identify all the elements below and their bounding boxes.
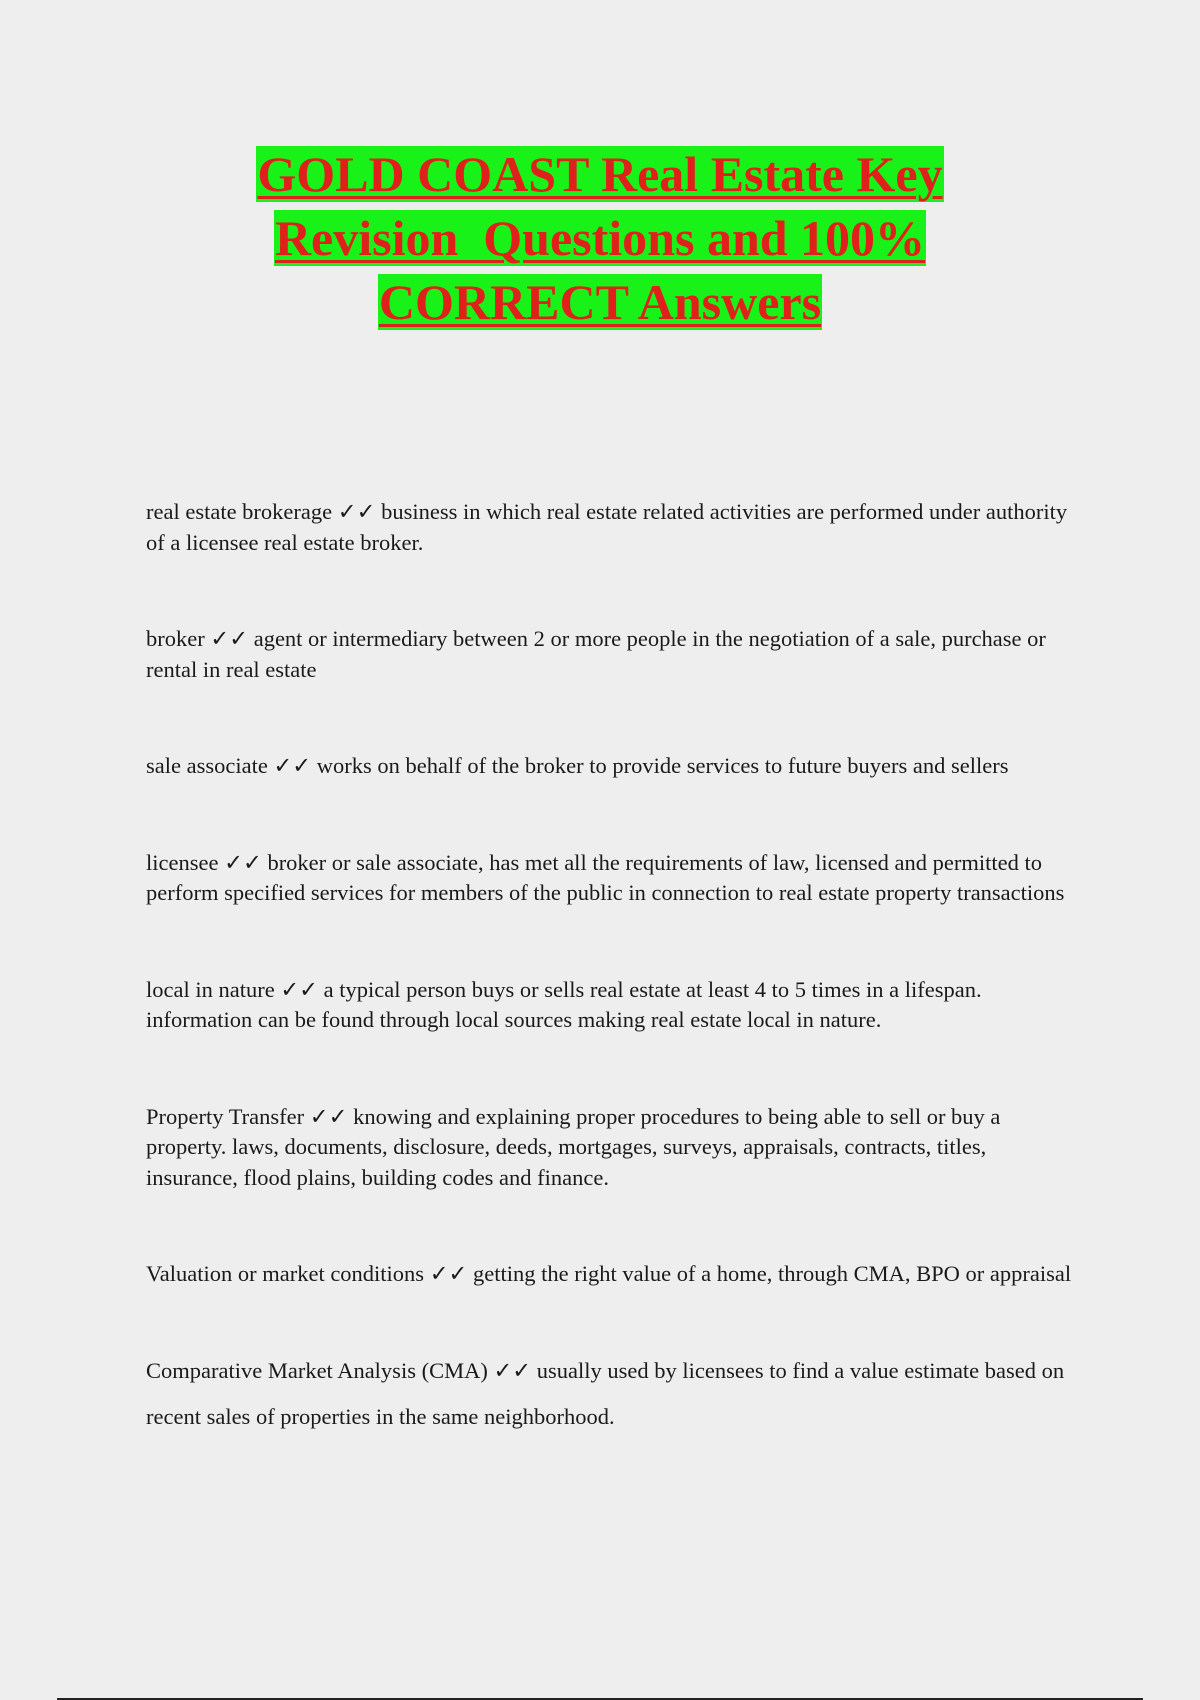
flashcard-list xyxy=(146,497,1076,1506)
check-icon: ✓✓ xyxy=(210,626,249,651)
title-line-text: CORRECT Answers xyxy=(378,274,822,330)
entry-term: Property Transfer xyxy=(146,1103,305,1129)
flashcard-entry xyxy=(146,1348,1076,1440)
entry-definition: getting the right value of a home, through CMA, BPO or appraisal xyxy=(473,1261,1072,1286)
entry-definition: usually used by licensees to find a value estimate based on recent sales of properties in the same neighborhood. xyxy=(146,1357,1065,1429)
flashcard-entry xyxy=(146,1102,1076,1194)
entry-term: sale associate xyxy=(146,753,268,778)
check-icon: ✓✓ xyxy=(224,849,262,875)
flashcard-entry xyxy=(146,751,1076,782)
flashcard-entry xyxy=(146,848,1076,909)
entry-definition: broker or sale associate, has met all the requirements of law, licensed and permitted to perform specified services for members of the public in connection to real estate property transactions xyxy=(146,849,1065,905)
check-icon: ✓✓ xyxy=(493,1357,532,1383)
check-icon: ✓✓ xyxy=(273,753,312,778)
title-line xyxy=(0,142,1200,206)
entry-definition: works on behalf of the broker to provide services to future buyers and sellers xyxy=(316,753,1009,778)
entry-definition: business in which real estate related activities are performed under authority of a licensee real estate broker. xyxy=(146,499,1068,555)
document-title xyxy=(0,142,1200,334)
check-icon: ✓✓ xyxy=(309,1103,348,1129)
check-icon: ✓✓ xyxy=(280,976,319,1002)
title-line-text: Revision Questions and 100% xyxy=(274,210,926,266)
entry-definition: a typical person buys or sells real estate at least 4 to 5 times in a lifespan. information can be found through local sources making real estate local in nature. xyxy=(146,976,982,1032)
entry-definition: knowing and explaining proper procedures to being able to sell or buy a property. laws, documents, disclosure, deeds, mortgages, surveys, appraisals, contracts, titles, insurance, flood plains, building codes and finance. xyxy=(146,1103,1001,1190)
flashcard-entry xyxy=(146,624,1076,685)
flashcard-entry xyxy=(146,1259,1076,1290)
title-line xyxy=(0,206,1200,270)
title-line-text: GOLD COAST Real Estate Key xyxy=(257,146,943,202)
title-line xyxy=(0,270,1200,334)
check-icon: ✓✓ xyxy=(429,1261,468,1286)
entry-term: Comparative Market Analysis (CMA) xyxy=(146,1357,488,1383)
entry-term: licensee xyxy=(146,849,219,875)
flashcard-entry xyxy=(146,975,1076,1036)
entry-term: local in nature xyxy=(146,976,275,1002)
entry-term: broker xyxy=(146,626,205,651)
entry-definition: agent or intermediary between 2 or more people in the negotiation of a sale, purchase or rental in real estate xyxy=(146,626,1046,682)
check-icon: ✓✓ xyxy=(337,499,376,524)
flashcard-entry xyxy=(146,497,1076,558)
entry-term: real estate brokerage xyxy=(146,499,333,524)
entry-term: Valuation or market conditions xyxy=(146,1261,425,1286)
